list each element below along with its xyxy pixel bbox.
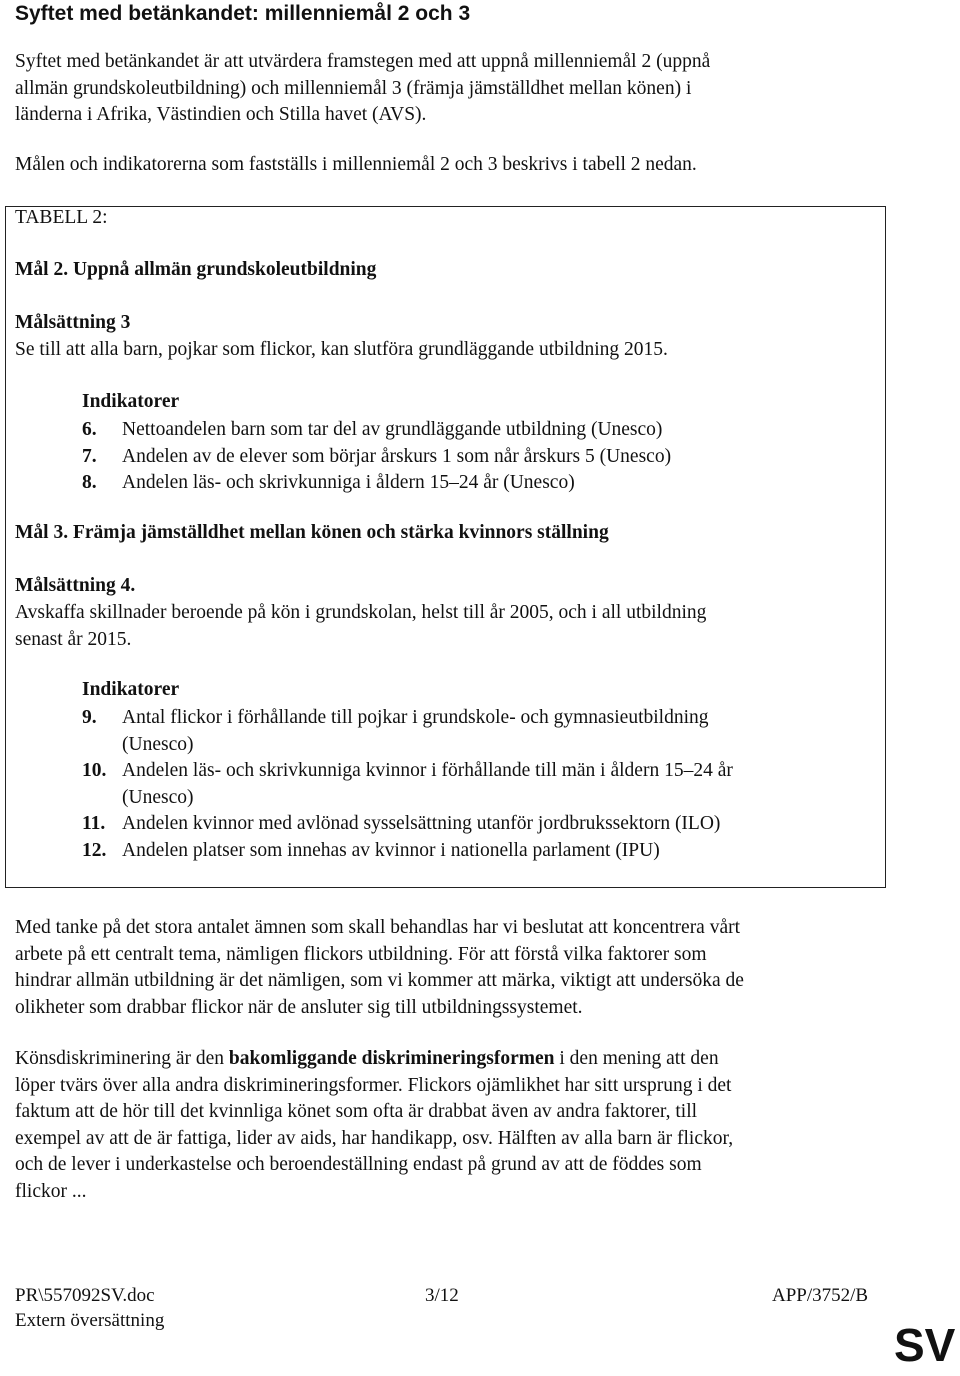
footer-translation-note: Extern översättning [15,1310,165,1331]
body-text: Könsdiskriminering är den [15,1048,229,1069]
intro-line: länderna i Afrika, Västindien och Stilla havet (AVS). [15,104,427,125]
target-line: Avskaffa skillnader beroende på kön i grundskolan, helst till år 2005, och i all utbildning [15,602,707,623]
indicator-number: 11. [82,813,106,834]
goal2-target-text: Se till att alla barn, pojkar som flickor, kan slutföra grundläggande utbildning 2015. [15,339,668,360]
indicator-number: 9. [82,707,97,728]
goal2-indicators-label: Indikatorer [82,391,180,412]
goal3-target-text [15,600,706,653]
indicator-text: Andelen läs- och skrivkunniga i åldern 15–24 år (Unesco) [122,472,575,493]
body-line: löper tvärs över alla andra diskrimineringsformer. Flickors ojämlikhet har sitt ursprung i det [15,1074,732,1096]
indicator-text: Nettoandelen barn som tar del av grundläggande utbildning (Unesco) [122,419,663,440]
indicator-number: 10. [82,760,107,781]
indicator-item [82,444,671,471]
indicator-text: Andelen platser som innehas av kvinnor i nationella parlament (IPU) [122,839,660,861]
indicator-item [82,838,733,865]
goal3-heading: Mål 3. Främja jämställdhet mellan könen och stärka kvinnors ställning [15,522,609,543]
indicator-text-cont: (Unesco) [122,786,194,808]
goal2-indicator-list [82,417,671,497]
body-line: exempel av att de är fattiga, lider av aids, har handikapp, osv. Hälften av alla barn är flickor, [15,1127,734,1149]
goal2-heading: Mål 2. Uppnå allmän grundskoleutbildning [15,259,377,280]
intro-line: Syftet med betänkandet är att utvärdera framstegen med att uppnå millenniemål 2 (uppnå [15,51,711,72]
body-line: och de lever i underkastelse och beroendeställning endast på grund av att de föddes som [15,1154,702,1175]
goal3-indicators-label: Indikatorer [82,679,180,700]
indicator-item [82,705,733,758]
body-emphasis: bakomliggande diskrimineringsformen [228,1048,555,1069]
indicator-item [82,811,733,838]
indicator-item [82,758,733,811]
footer-doc-id: PR\557092SV.doc [15,1285,155,1306]
indicator-text: Andelen av de elever som börjar årskurs 1 som når årskurs 5 (Unesco) [122,445,672,467]
body-line: Med tanke på det stora antalet ämnen som skall behandlas har vi beslutat att koncentrera vårt [15,917,741,938]
body-text: i den mening att den [554,1048,719,1069]
table-label: TABELL 2: [15,207,108,228]
goal2-target-label: Målsättning 3 [15,312,131,333]
indicator-text: Andelen läs- och skrivkunniga kvinnor i förhållande till män i åldern 15–24 år [122,760,733,781]
footer-reference: APP/3752/B [772,1285,869,1306]
footer-page-number: 3/12 [425,1285,459,1306]
indicator-number: 6. [82,419,97,440]
body-line: arbete på ett centralt tema, nämligen flickors utbildning. För att förstå vilka faktorer som [15,943,707,965]
body-line: olikheter som drabbar flickor när de ansluter sig till utbildningssystemet. [15,996,583,1018]
indicator-text: Antal flickor i förhållande till pojkar i grundskole- och gymnasieutbildning [122,707,709,728]
indicator-text: Andelen kvinnor med avlönad sysselsättning utanför jordbrukssektorn (ILO) [122,813,721,834]
body-paragraph-2 [15,1046,733,1205]
indicator-text-cont: (Unesco) [122,733,194,755]
target-line: senast år 2015. [15,628,132,650]
body-line [15,1046,733,1073]
body-line: hindrar allmän utbildning är det nämligen, som vi kommer att märka, viktigt att undersöka de [15,970,744,991]
intro-paragraph [15,49,710,129]
language-code: SV [894,1319,956,1371]
body-line: flickor ... [15,1180,87,1202]
indicator-number: 7. [82,445,97,467]
page-title: Syftet med betänkandet: millenniemål 2 och 3 [15,2,471,25]
intro-reference: Målen och indikatorerna som fastställs i millenniemål 2 och 3 beskrivs i tabell 2 nedan. [15,154,697,175]
indicator-item [82,417,671,444]
indicator-number: 12. [82,839,107,861]
indicator-item [82,470,671,497]
indicator-number: 8. [82,472,97,493]
intro-line: allmän grundskoleutbildning) och millenniemål 3 (främja jämställdhet mellan könen) i [15,77,692,99]
body-line: faktum att de hör till det kvinnliga könet som ofta är drabbat även av andra faktorer, till [15,1101,698,1122]
body-paragraph-1 [15,915,744,1021]
goal3-indicator-list [82,705,733,864]
goal3-target-label: Målsättning 4. [15,575,136,596]
